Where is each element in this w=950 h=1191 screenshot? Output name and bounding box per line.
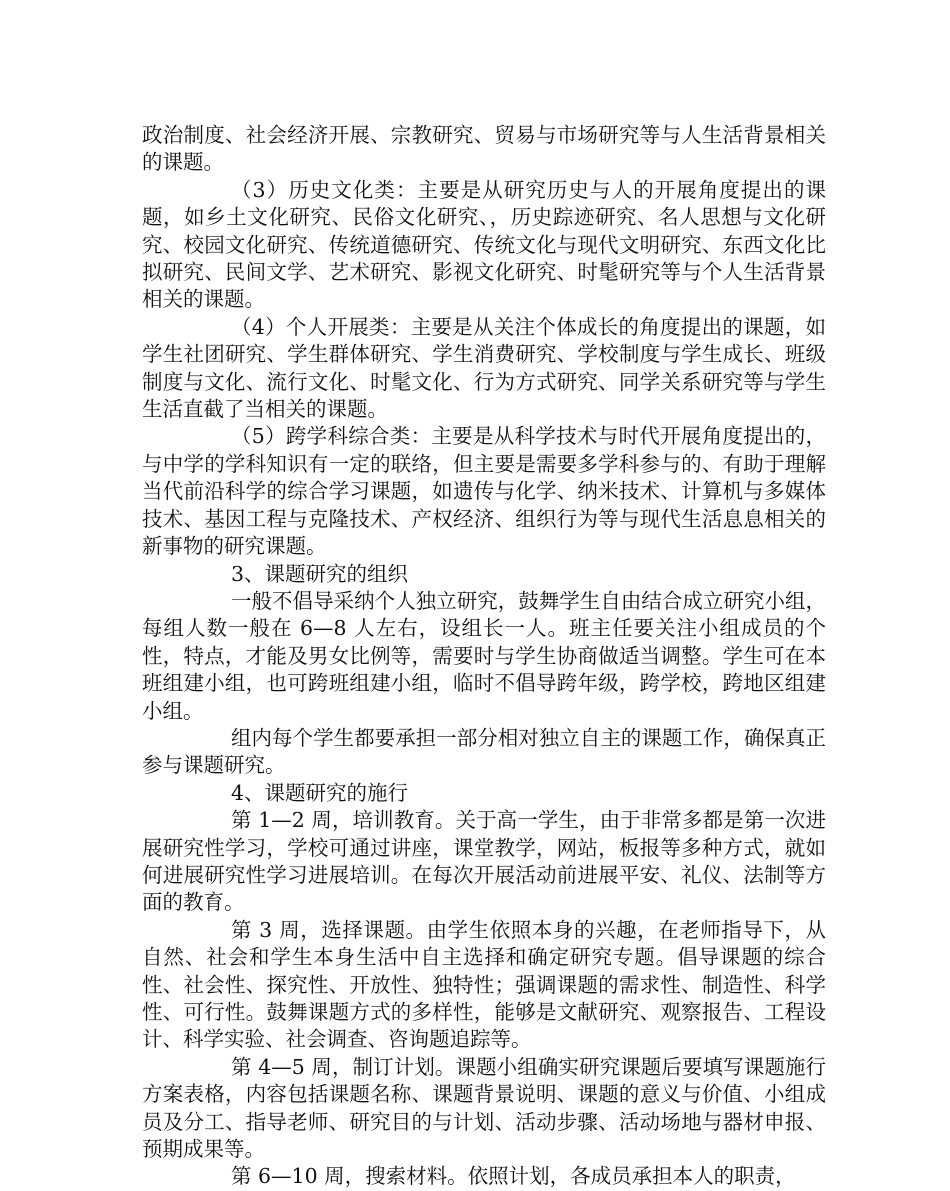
paragraph-interdisciplinary: （5）跨学科综合类：主要是从科学技术与时代开展角度提出的，与中学的学科知识有一定的联络，但主要是需要多学科参与的、有助于理解当代前沿科学的综合学习课题，如遗传与化学、纳米技术、计算机与多媒体技术、基因工程与克隆技术、产权经济、组织行为等与现代生活息息相关的新事物的研究课题。	[142, 424, 826, 559]
paragraph-member-duties: 组内每个学生都要承担一部分相对独立自主的课题工作，确保真正参与课题研究。	[142, 725, 826, 778]
section-heading-implementation: 4、课题研究的施行	[231, 780, 409, 805]
paragraph-social-topics-end: 政治制度、社会经济开展、宗教研究、贸易与市场研究等与人生活背景相关的课题。	[142, 123, 826, 175]
paragraph-personal-development: （4）个人开展类：主要是从关注个体成长的角度提出的课题，如学生社团研究、学生群体研究、学生消费研究、学校制度与学生成长、班级制度与文化、流行文化、时髦文化、行为方式研究、同学关系研究等与学生生活直截了当相关的课题。	[142, 314, 826, 422]
paragraph-week-4-5: 第 4—5 周，制订计划。课题小组确实研究课题后要填写课题施行方案表格，内容包括课题名称、课题背景说明、课题的意义与价值、小组成员及分工、指导老师、研究目的与计划、活动步骤、活动场地与器材申报、预期成果等。	[142, 1054, 826, 1162]
paragraph-week-6-10: 第 6—10 周，搜索材料。依照计划，各成员承担本人的职责，	[231, 1164, 796, 1189]
paragraph-week-3: 第 3 周，选择课题。由学生依照本身的兴趣，在老师指导下，从自然、社会和学生本身生活中自主选择和确定研究专题。倡导课题的综合性、社会性、探究性、开放性、独特性；强调课题的需求性、制造性、科学性、可行性。鼓舞课题方式的多样性，能够是文献研究、观察报告、工程设计、科学实验、社会调查、咨询题追踪等。	[142, 917, 826, 1052]
paragraph-group-formation: 一般不倡导采纳个人独立研究，鼓舞学生自由结合成立研究小组，每组人数一般在 6—8 人左右，设组长一人。班主任要关注小组成员的个性，特点，才能及男女比例等，需要时与学生协商做适当调整。学生可在本班组建小组，也可跨班组建小组，临时不倡导跨年级，跨学校，跨地区组建小组。	[142, 588, 826, 723]
section-heading-organization: 3、课题研究的组织	[231, 561, 409, 586]
document-page	[142, 122, 826, 1191]
paragraph-history-culture: （3）历史文化类：主要是从研究历史与人的开展角度提出的课题，如乡土文化研究、民俗文化研究、，历史踪迹研究、名人思想与文化研究、校园文化研究、传统道德研究、传统文化与现代文明研究、东西文化比拟研究、民间文学、艺术研究、影视文化研究、时髦研究等与个人生活背景相关的课题。	[142, 177, 826, 312]
paragraph-week-1-2: 第 1—2 周，培训教育。关于高一学生，由于非常多都是第一次进展研究性学习，学校可通过讲座，课堂教学，网站，板报等多种方式，就如何进展研究性学习进展培训。在每次开展活动前进展平安、礼仪、法制等方面的教育。	[142, 808, 826, 915]
